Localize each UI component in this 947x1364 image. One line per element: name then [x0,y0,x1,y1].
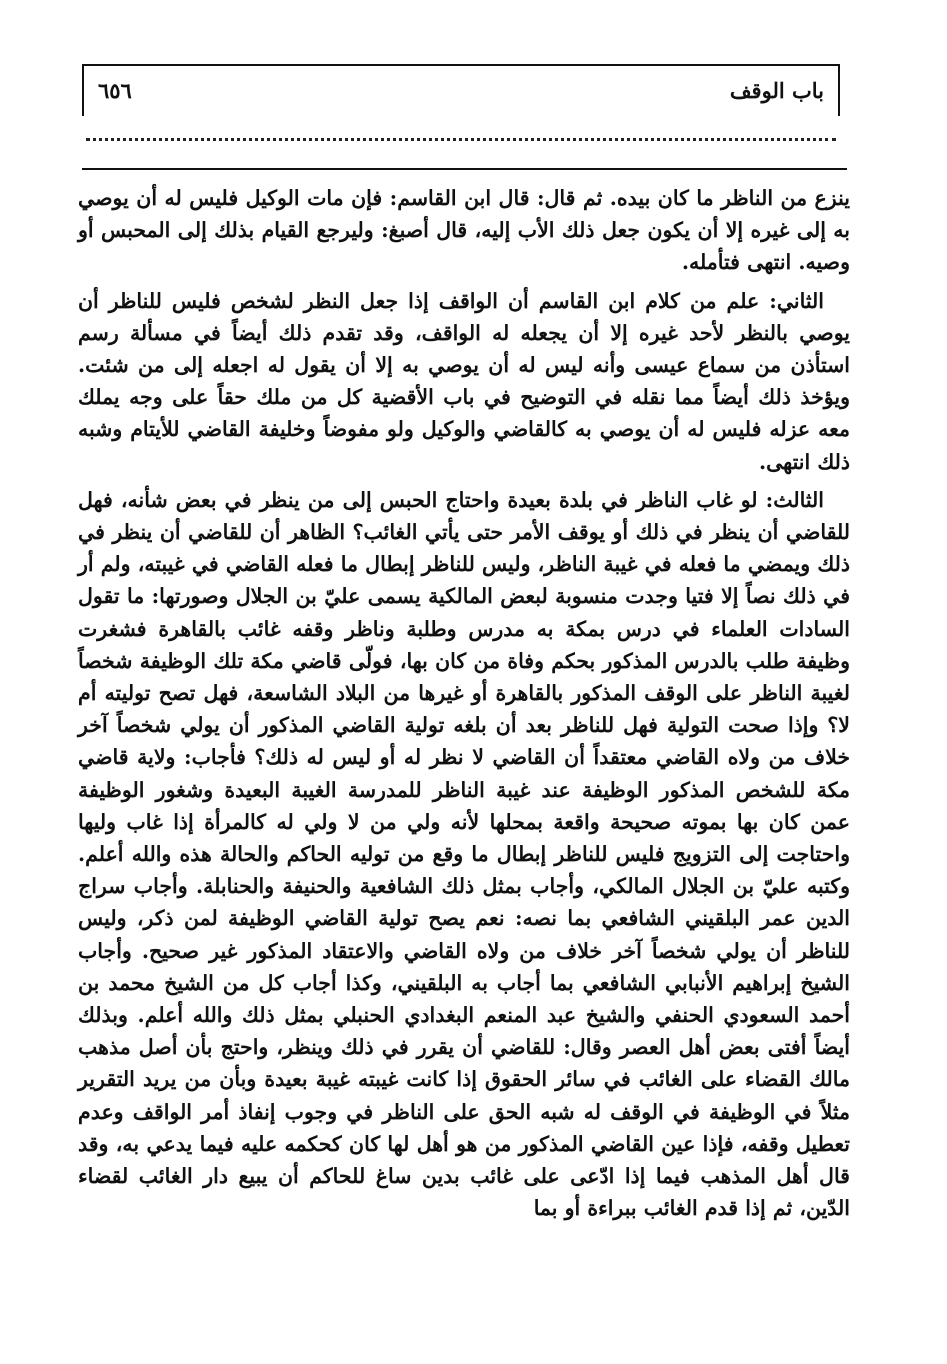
dotted-divider [86,138,836,141]
page-number: ٦٥٦ [98,78,132,103]
paragraph-3: الثالث: لو غاب الناظر في بلدة بعيدة واحتاج الحبس إلى من ينظر في بعض شأنه، فهل للقاضي أن ينظر في ذلك أو يوقف الأمر حتى يأتي الغائب؟ الظاهر أن للقاضي أن ينظر في ذلك ويمضي ما فعله في غيبة الناظر، وليس للناظر إبطال ما فعله القاضي في غيبته، ولم أر في ذلك نصاً إلا فتيا وجدت منسوبة لبعض المالكية يسمى عليّ بن الجلال وصورتها: ما تقول السادات العلماء في درس بمكة به مدرس وطلبة وناظر وقفه غائب بالقاهرة فشغرت وظيفة طلب بالدرس المذكور بحكم وفاة من كان بها، فولّى قاضي مكة تلك الوظيفة شخصاً لغيبة الناظر على الوقف المذكور بالقاهرة أو غيرها من البلاد الشاسعة، فهل تصح توليته أم لا؟ وإذا صحت التولية فهل للناظر بعد أن بلغه تولية القاضي المذكور أن يولي شخصاً آخر خلاف من ولاه القاضي معتقداً أن القاضي لا نظر له أو ليس له ذلك؟ فأجاب: ولاية قاضي مكة للشخص المذكور الوظيفة عند غيبة الناظر للمدرسة الغيبة البعيدة وشغور الوظيفة عمن كان بها بموته صحيحة واقعة بمحلها لأنه ولي من لا ولي له كالمرأة إذا غاب وليها واحتاجت إلى التزويج فليس للناظر إبطال ما وقع من توليه الحاكم والحالة هذه والله أعلم. وكتبه عليّ بن الجلال المالكي، وأجاب بمثل ذلك الشافعية والحنيفة والحنابلة. وأجاب سراج الدين عمر البلقيني الشافعي بما نصه: نعم يصح تولية القاضي الوظيفة لمن ذكر، وليس للناظر أن يولي شخصاً آخر خلاف من ولاه القاضي والاعتقاد المذكور غير صحيح. وأجاب الشيخ إبراهيم الأنبابي الشافعي بما أجاب به البلقيني، وكذا أجاب كل من الشيخ محمد بن أحمد السعودي الحنفي والشيخ عبد المنعم البغدادي الحنبلي بمثل ذلك والله أعلم. وبذلك أيضاً أفتى بعض أهل العصر وقال: للقاضي أن يقرر في ذلك وينظر، واحتج بأن أصل مذهب مالك القضاء على الغائب في سائر الحقوق إذا كانت غيبته غيبة بعيدة وبأن من يريد التقرير مثلاً في الوظيفة في الوقف له شبه الحق على الناظر في وجوب إنفاذ أمر الواقف وعدم تعطيل وقفه، فإذا عين القاضي المذكور من هو أهل لها كان كحكمه عليه فيما يدعي به، وقد قال أهل المذهب فيما إذا ادّعى على غائب بدين ساغ للحاكم أن يبيع دار الغائب لقضاء الدّين، ثم إذا قدم الغائب ببراءة أو بما [78,487,850,1221]
paragraph-2: الثاني: علم من كلام ابن القاسم أن الواقف إذا جعل النظر لشخص فليس للناظر أن يوصي بالنظر لأحد غيره إلا أن يجعله له الواقف، وقد تقدم ذلك أيضاً في مسألة رسم استأذن من سماع عيسى وأنه ليس له أن يوصي به إلا أن يقول له اجعله إلى من شئت. ويؤخذ ذلك أيضاً مما نقله في التوضيح في باب الأقضية كل من ملك حقاً على وجه يملك معه عزله فليس له أن يوصي به كالقاضي والوكيل ولو مفوضاً وخليفة القاضي للأيتام وشبه ذلك انتهى. [78,288,850,474]
running-title: باب الوقف [729,78,824,103]
page-header [82,64,840,116]
body-text [78,182,850,1231]
header-rule [82,168,847,170]
paragraph-1: ينزع من الناظر ما كان بيده. ثم قال: قال ابن القاسم: فإن مات الوكيل فليس له أن يوصي به إلى غيره إلا أن يكون جعل ذلك الأب إليه، قال أصبغ: وليرجع القيام بذلك إلى المحبس أو وصيه. انتهى فتأمله. [78,186,850,275]
